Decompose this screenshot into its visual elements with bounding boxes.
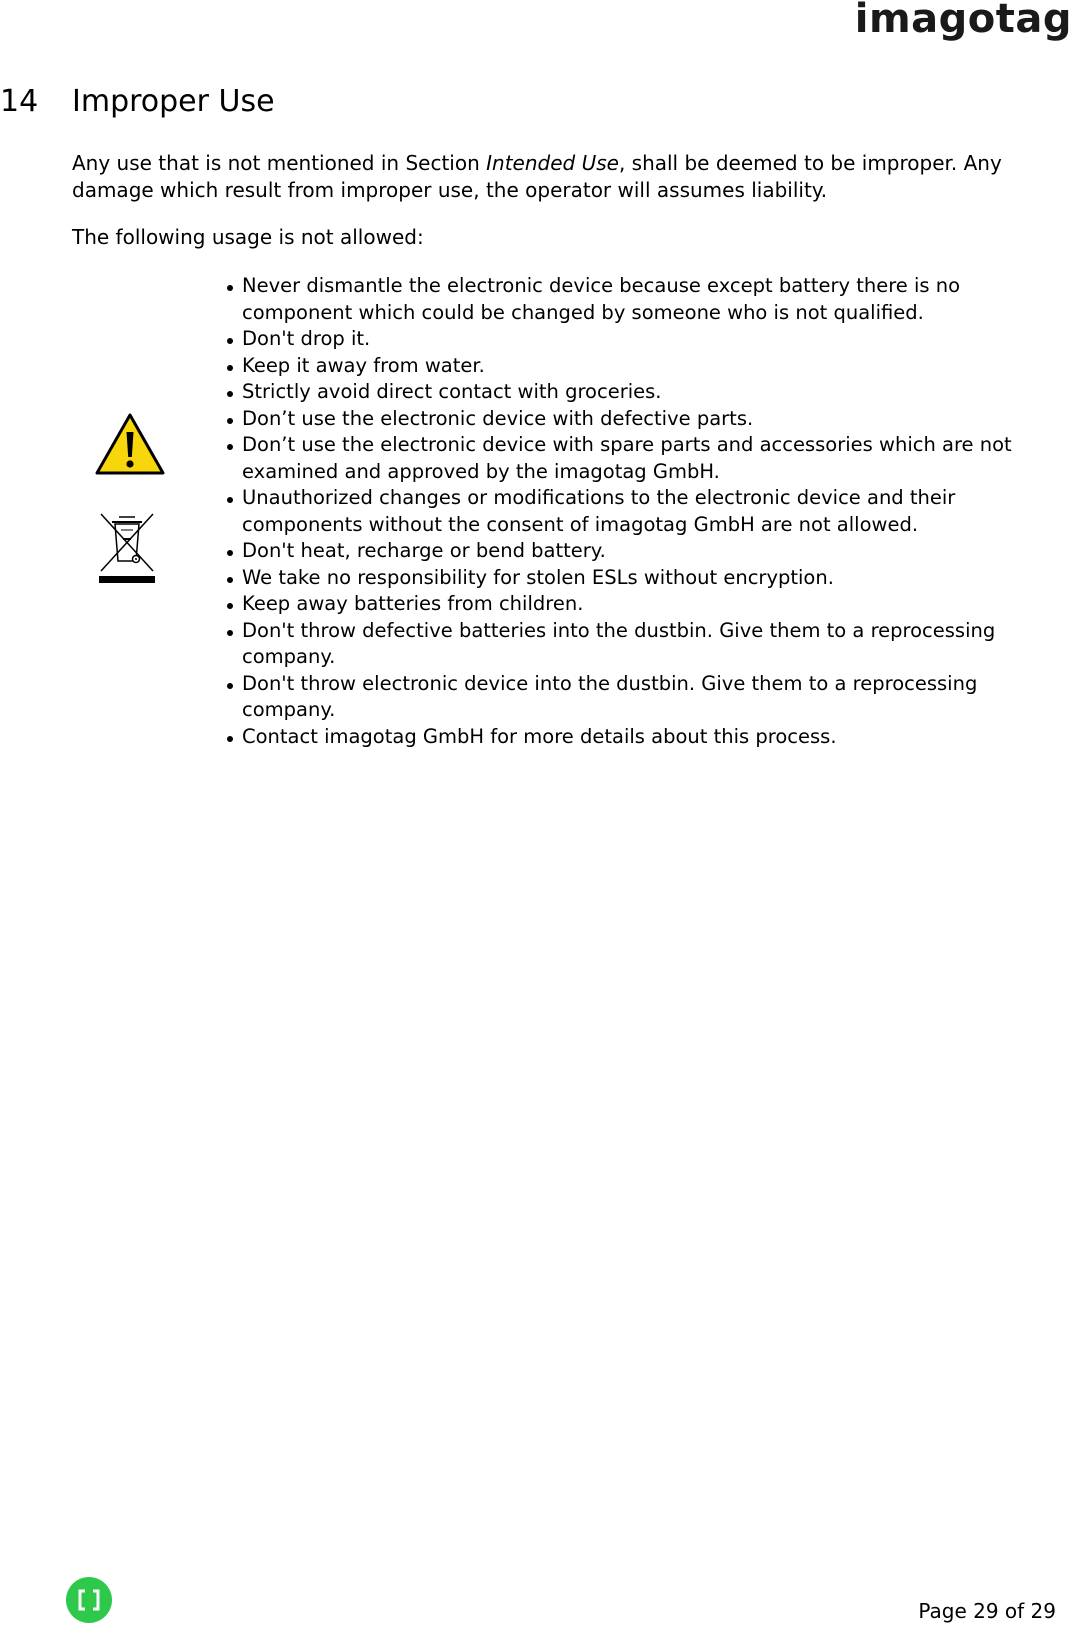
lead-paragraph: The following usage is not allowed: bbox=[72, 225, 424, 249]
list-item-text: Don't drop it. bbox=[242, 327, 371, 350]
bullet-icon bbox=[227, 497, 233, 503]
list-item-text: Don’t use the electronic device with spare parts and accessories which are not examined and approved by the imagotag GmbH. bbox=[242, 433, 1012, 483]
crossed-out-bin-icon bbox=[98, 511, 156, 587]
disallowed-usage-list bbox=[210, 273, 1060, 750]
list-item-text: Strictly avoid direct contact with groceries. bbox=[242, 380, 662, 403]
bullet-icon bbox=[227, 285, 233, 291]
list-item-text: Don’t use the electronic device with defective parts. bbox=[242, 406, 754, 430]
intro-text-before: Any use that is not mentioned in Section bbox=[72, 151, 487, 175]
list-item-text: Never dismantle the electronic device because except battery there is no component which could be changed by someone who is not qualified. bbox=[242, 274, 961, 324]
bullet-icon bbox=[227, 365, 233, 371]
list-item bbox=[210, 618, 1060, 671]
bullet-icon bbox=[227, 338, 233, 344]
bullet-icon bbox=[227, 683, 233, 689]
bullet-icon bbox=[227, 577, 233, 583]
bullet-icon bbox=[227, 418, 233, 424]
intended-use-reference: Intended Use bbox=[486, 151, 619, 175]
list-item bbox=[210, 353, 1060, 380]
list-item-text: Unauthorized changes or modifications to the electronic device and their components without the consent of imagotag GmbH are not allowed. bbox=[242, 486, 956, 536]
imagotag-brand-icon bbox=[65, 1576, 113, 1628]
section-heading bbox=[0, 84, 275, 119]
bullet-icon bbox=[227, 444, 233, 450]
list-item bbox=[210, 406, 1060, 433]
section-number: 14 bbox=[0, 84, 39, 119]
bullet-icon bbox=[227, 550, 233, 556]
warning-triangle-icon bbox=[94, 412, 166, 480]
list-item bbox=[210, 538, 1060, 565]
list-item-text: We take no responsibility for stolen ESLs without encryption. bbox=[242, 565, 834, 589]
list-item-text: Don't throw defective batteries into the dustbin. Give them to a reprocessing company. bbox=[242, 618, 996, 668]
list-item-text: Don't throw electronic device into the dustbin. Give them to a reprocessing company. bbox=[242, 671, 978, 721]
list-item-text: Contact imagotag GmbH for more details about this process. bbox=[242, 724, 837, 748]
list-item bbox=[210, 565, 1060, 592]
list-item bbox=[210, 273, 1060, 326]
bullet-icon bbox=[227, 603, 233, 609]
intro-paragraph bbox=[72, 150, 1052, 204]
bullet-icon bbox=[227, 736, 233, 742]
list-item bbox=[210, 432, 1060, 485]
section-title: Improper Use bbox=[72, 84, 275, 119]
intro-text-after: , shall be deemed to be improper. Any damage which result from improper use, the operator will assumes liability. bbox=[72, 151, 1002, 202]
list-item bbox=[210, 591, 1060, 618]
list-item bbox=[210, 326, 1060, 353]
list-item bbox=[210, 485, 1060, 538]
bullet-icon bbox=[227, 630, 233, 636]
list-item bbox=[210, 671, 1060, 724]
list-item-text: Keep away batteries from children. bbox=[242, 592, 584, 615]
list-item bbox=[210, 379, 1060, 406]
list-item-text: Don't heat, recharge or bend battery. bbox=[242, 539, 606, 562]
page-number: Page 29 of 29 bbox=[918, 1599, 1056, 1623]
list-item-text: Keep it away from water. bbox=[242, 353, 485, 377]
imagotag-logo: imagotag bbox=[854, 0, 1072, 42]
list-item bbox=[210, 724, 1060, 751]
bullet-icon bbox=[227, 391, 233, 397]
